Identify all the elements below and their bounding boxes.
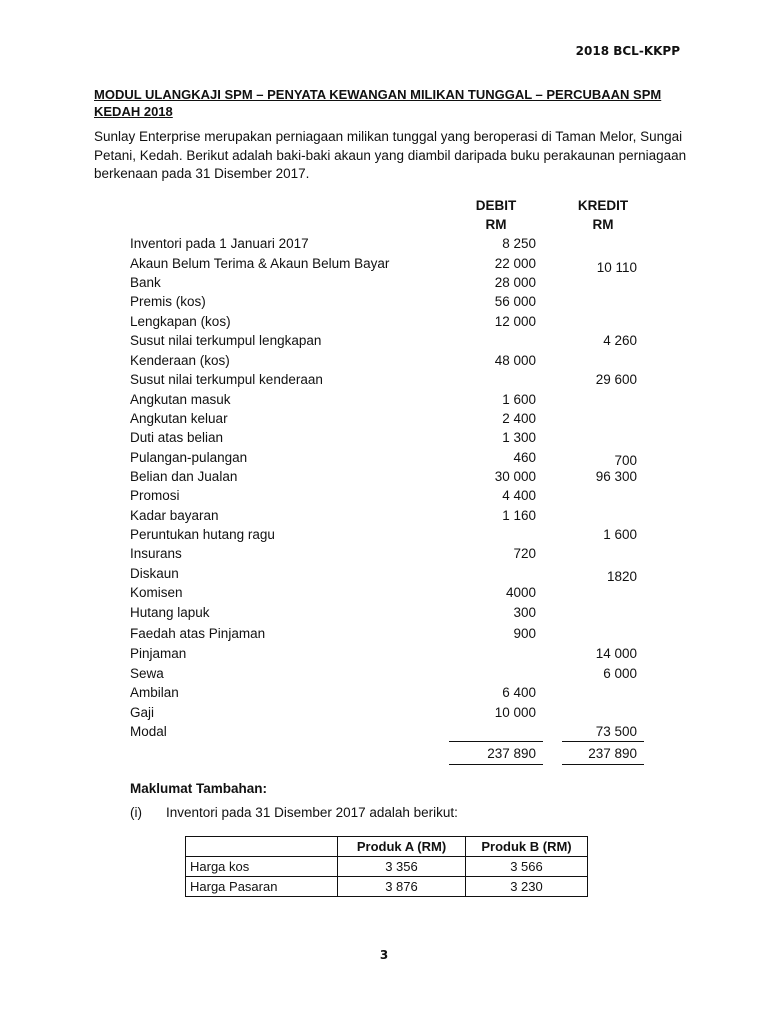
ledger-account-name: Pinjaman — [130, 646, 187, 661]
ledger-row — [0, 705, 768, 725]
ledger-row — [0, 450, 768, 470]
ledger-row — [0, 527, 768, 547]
ledger-row — [0, 353, 768, 373]
ledger-row — [0, 294, 768, 314]
debit-unit: RM — [485, 217, 507, 232]
ledger-kredit-value: 700 — [614, 453, 637, 468]
ledger-row — [0, 546, 768, 566]
inventory-cell-label: Harga kos — [186, 857, 338, 877]
ledger-account-name: Gaji — [130, 705, 155, 720]
ledger-account-name: Angkutan masuk — [130, 392, 231, 407]
ledger-row — [0, 724, 768, 744]
ledger-row — [0, 488, 768, 508]
ledger-account-name: Susut nilai terkumpul kenderaan — [130, 372, 323, 387]
ledger-row — [0, 236, 768, 256]
page-title: MODUL ULANGKAJI SPM – PENYATA KEWANGAN MILIKAN TUNGGAL – PERCUBAAN SPM KEDAH 2018 — [94, 87, 662, 119]
ledger-row — [0, 646, 768, 666]
ledger-account-name: Belian dan Jualan — [130, 469, 238, 484]
inventory-cell-value: 3 230 — [466, 877, 588, 897]
ledger-row — [0, 411, 768, 431]
ledger-debit-value: 56 000 — [494, 294, 536, 309]
ledger-account-name: Bank — [130, 275, 161, 290]
ledger-kredit-value: 1 600 — [603, 527, 637, 542]
ledger-debit-value: 2 400 — [502, 411, 536, 426]
debit-total: 237 890 — [487, 746, 536, 761]
ledger-row — [0, 314, 768, 334]
ledger-debit-value: 300 — [513, 605, 536, 620]
ledger-debit-value: 28 000 — [494, 275, 536, 290]
ledger-debit-value: 900 — [513, 626, 536, 641]
inventory-cell-value: 3 876 — [338, 877, 466, 897]
inventory-cell-label: Harga Pasaran — [186, 877, 338, 897]
ledger-debit-value: 22 000 — [494, 256, 536, 271]
ledger-kredit-value: 14 000 — [595, 646, 637, 661]
ledger-row — [0, 605, 768, 625]
inventory-header-produk-b: Produk B (RM) — [466, 837, 588, 857]
ledger-debit-value: 30 000 — [494, 469, 536, 484]
ledger-row — [0, 626, 768, 646]
ledger-debit-value: 1 160 — [502, 508, 536, 523]
inventory-header-row — [186, 837, 588, 857]
ledger-row — [0, 685, 768, 705]
ledger-account-name: Hutang lapuk — [130, 605, 210, 620]
ledger-kredit-value: 1820 — [606, 569, 637, 584]
inventory-row — [186, 877, 588, 897]
inventory-cell-value: 3 566 — [466, 857, 588, 877]
ledger-debit-value: 720 — [513, 546, 536, 561]
ledger-account-name: Inventori pada 1 Januari 2017 — [130, 236, 309, 251]
inventory-row — [186, 857, 588, 877]
debit-header: DEBIT — [475, 198, 517, 213]
ledger-account-name: Susut nilai terkumpul lengkapan — [130, 333, 322, 348]
kredit-total: 237 890 — [588, 746, 637, 761]
ledger-account-name: Komisen — [130, 585, 183, 600]
inventory-cell-value: 3 356 — [338, 857, 466, 877]
ledger-row — [0, 333, 768, 353]
ledger-row — [0, 508, 768, 528]
ledger-debit-value: 6 400 — [502, 685, 536, 700]
kredit-unit: RM — [592, 217, 614, 232]
ledger-kredit-value: 4 260 — [603, 333, 637, 348]
ledger-row — [0, 372, 768, 392]
debit-total-rule — [449, 741, 543, 742]
ledger-debit-value: 10 000 — [494, 705, 536, 720]
ledger-account-name: Pulangan-pulangan — [130, 450, 248, 465]
ledger-account-name: Insurans — [130, 546, 182, 561]
ledger-kredit-value: 73 500 — [595, 724, 637, 739]
ledger-debit-value: 1 300 — [502, 430, 536, 445]
item-text: Inventori pada 31 Disember 2017 adalah berikut: — [166, 805, 458, 820]
ledger-account-name: Lengkapan (kos) — [130, 314, 231, 329]
page-number: 3 — [379, 948, 389, 962]
inventory-header-blank — [186, 837, 338, 857]
ledger-account-name: Sewa — [130, 666, 164, 681]
ledger-account-name: Kenderaan (kos) — [130, 353, 230, 368]
ledger-account-name: Modal — [130, 724, 167, 739]
ledger-account-name: Promosi — [130, 488, 180, 503]
ledger-kredit-value: 10 110 — [596, 260, 637, 275]
ledger-kredit-value: 96 300 — [595, 469, 637, 484]
ledger-debit-value: 460 — [513, 450, 536, 465]
ledger-debit-value: 8 250 — [502, 236, 536, 251]
ledger-row — [0, 469, 768, 489]
ledger-row — [0, 275, 768, 295]
ledger-debit-value: 12 000 — [494, 314, 536, 329]
ledger-kredit-value: 29 600 — [595, 372, 637, 387]
inventory-table — [185, 836, 588, 897]
ledger-account-name: Faedah atas Pinjaman — [130, 626, 266, 641]
ledger-account-name: Angkutan keluar — [130, 411, 228, 426]
ledger-debit-value: 48 000 — [494, 353, 536, 368]
ledger-debit-value: 4000 — [505, 585, 536, 600]
extra-info-heading: Maklumat Tambahan: — [130, 781, 268, 796]
item-number: (i) — [130, 805, 142, 820]
ledger-row — [0, 666, 768, 686]
ledger-account-name: Duti atas belian — [130, 430, 224, 445]
kredit-double-rule — [562, 764, 644, 765]
ledger-debit-value: 1 600 — [502, 392, 536, 407]
ledger-row — [0, 585, 768, 605]
ledger-row — [0, 566, 768, 586]
ledger-row — [0, 392, 768, 412]
ledger-account-name: Ambilan — [130, 685, 179, 700]
document-code: 2018 BCL-KKPP — [575, 44, 680, 58]
debit-double-rule — [449, 764, 543, 765]
inventory-header-produk-a: Produk A (RM) — [338, 837, 466, 857]
kredit-total-rule — [562, 741, 644, 742]
ledger-account-name: Diskaun — [130, 566, 179, 581]
ledger-row — [0, 256, 768, 276]
ledger-account-name: Peruntukan hutang ragu — [130, 527, 275, 542]
ledger-account-name: Kadar bayaran — [130, 508, 219, 523]
ledger-account-name: Akaun Belum Terima & Akaun Belum Bayar — [130, 256, 390, 271]
intro-paragraph: Sunlay Enterprise merupakan perniagaan milikan tunggal yang beroperasi di Taman Melor, Sungai Petani, Kedah. Berikut adalah baki-baki akaun yang diambil daripada buku perakaunan perniagaan berkenaan pada 31 Disember 2017. — [94, 129, 687, 181]
ledger-debit-value: 4 400 — [502, 488, 536, 503]
ledger-kredit-value: 6 000 — [603, 666, 637, 681]
kredit-header: KREDIT — [577, 198, 629, 213]
ledger-row — [0, 430, 768, 450]
totals-row — [0, 746, 768, 766]
ledger-account-name: Premis (kos) — [130, 294, 206, 309]
